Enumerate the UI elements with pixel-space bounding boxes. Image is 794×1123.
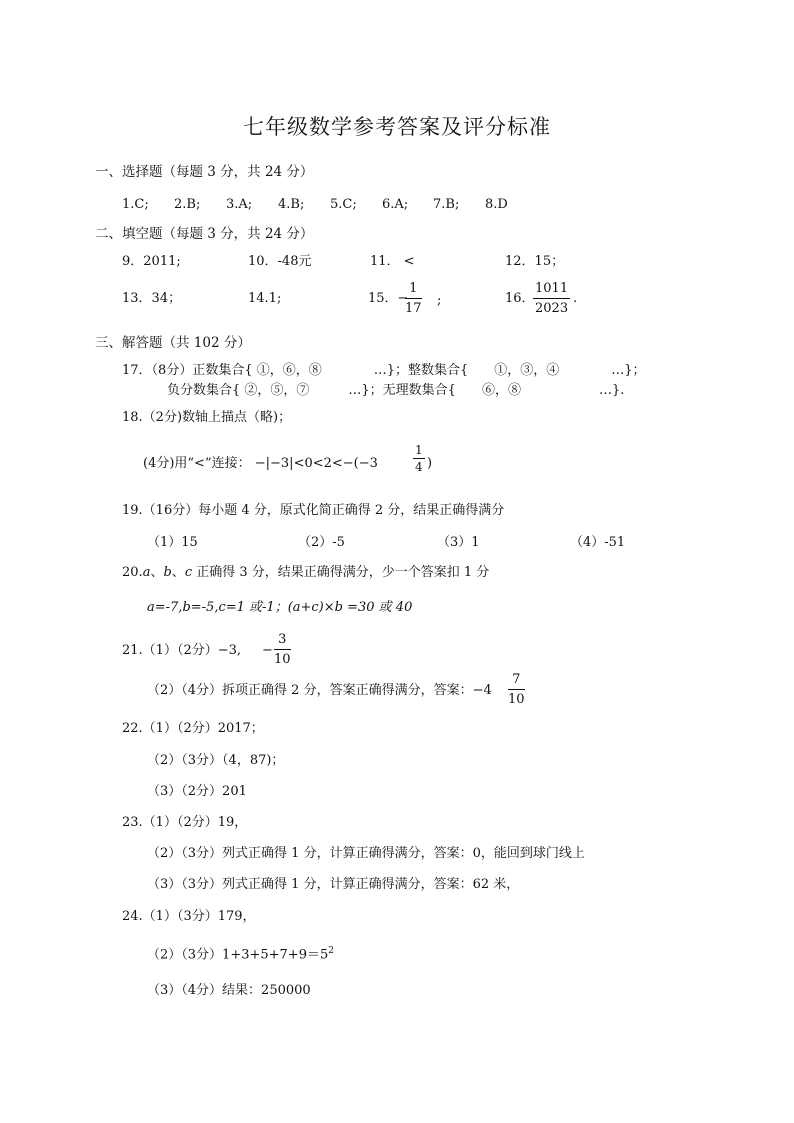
fraction-denominator: 2023 <box>535 301 569 316</box>
q21-line-1: 21.（1）（2分）−3, <box>122 643 242 658</box>
q18-expression: −|−3|<0<2<−(−3 <box>254 456 378 471</box>
q24-line-2 <box>147 947 334 961</box>
section-choice-heading: 一、选择题（每题 3 分，共 24 分） <box>95 164 314 180</box>
fraction-1-17 <box>405 282 422 315</box>
q24-exponent: 2 <box>328 946 334 956</box>
q20-prefix: 20. <box>122 565 143 580</box>
fraction-numerator: 7 <box>508 673 525 690</box>
fraction-1011-2023 <box>533 282 570 315</box>
choice-answer: 4.B; <box>278 197 305 212</box>
fraction-7-10 <box>508 673 525 706</box>
q24-line-3: （3）（4分）结果：250000 <box>147 983 311 998</box>
fill-answer-10: 10．-48元 <box>248 254 312 269</box>
q18-line-1: 18.（2分)数轴上描点（略)； <box>122 410 292 425</box>
q20-line-1 <box>122 566 489 579</box>
q18-prefix: (4分)用“<”连接： <box>143 456 251 471</box>
q21-frac-sign: − <box>262 643 273 658</box>
q23-line: （3）（3分）列式正确得 1 分，计算正确得满分，答案：62 米， <box>147 877 520 892</box>
q24-line-1: 24.（1）（3分）179， <box>122 909 256 924</box>
q17-line-2: 负分数集合{ ②，⑤，⑦ …}；无理数集合{ ⑥，⑧ …}. <box>167 383 625 398</box>
fill-answer-15-prefix: 15．− <box>368 291 409 306</box>
q19-answer: （4）-51 <box>570 535 626 550</box>
fraction-3-10 <box>274 633 291 666</box>
q21-line-2: （2）（4分）拆项正确得 2 分，答案正确得满分，答案：−4 <box>147 683 492 698</box>
fraction-numerator: 1 <box>405 282 422 299</box>
choice-answer: 5.C; <box>330 197 357 212</box>
q20-var-b: b <box>163 565 172 580</box>
q20-var-a: a <box>142 565 151 580</box>
fill-answer-16-suffix: . <box>573 291 578 306</box>
q22-line: 22.（1）（2分）2017； <box>122 721 264 736</box>
fraction-denominator: 17 <box>405 301 422 316</box>
fill-answer-15-suffix: ; <box>437 293 442 308</box>
fraction-numerator: 3 <box>274 633 291 650</box>
choice-answer: 1.C; <box>122 197 149 212</box>
choice-answer: 2.B; <box>174 197 201 212</box>
q20-sep: 、 <box>171 565 185 580</box>
choice-answer: 7.B; <box>433 197 460 212</box>
q20-sep: 、 <box>150 565 164 580</box>
q18-line-2 <box>143 457 378 470</box>
fill-answer-14: 14.1; <box>248 291 282 306</box>
q19-answer: （2）-5 <box>298 535 345 550</box>
q22-line: （3）（2分）201 <box>147 784 247 799</box>
q20-rest: 正确得 3 分，结果正确得满分，少一个答案扣 1 分 <box>192 565 490 580</box>
fill-answer-13: 13．34； <box>122 291 182 306</box>
q18-close-paren: ) <box>427 456 433 471</box>
choice-answer: 8.D <box>485 197 508 212</box>
fraction-denominator: 10 <box>508 692 525 707</box>
section-fill-heading: 二、填空题（每题 3 分，共 24 分） <box>95 226 314 242</box>
fraction-1-4 <box>413 444 425 473</box>
fraction-numerator: 1011 <box>533 282 570 299</box>
choice-answer: 6.A; <box>382 197 409 212</box>
choice-answer: 3.A; <box>226 197 253 212</box>
fraction-denominator: 10 <box>274 652 291 667</box>
q24-equation: （2）（3分）1+3+5+7+9＝5 <box>147 947 329 963</box>
section-solve-heading: 三、解答题（共 102 分） <box>95 335 251 351</box>
q23-line: 23.（1）（2分）19， <box>122 815 248 830</box>
fraction-numerator: 1 <box>415 443 423 457</box>
fill-answer-16-prefix: 16． <box>505 291 535 306</box>
q22-line: （2）（3分）（4，87)； <box>147 753 285 768</box>
fill-answer-11: 11． < <box>370 254 415 269</box>
q23-line: （2）（3分）列式正确得 1 分，计算正确得满分，答案：0，能回到球门线上 <box>147 846 585 861</box>
q19-answer: （3）1 <box>437 535 480 550</box>
page-title: 七年级数学参考答案及评分标准 <box>243 115 551 139</box>
q19-answer: （1）15 <box>147 535 198 550</box>
q17-line-1: 17．（8分）正数集合{ ①，⑥，⑧ …}；整数集合{ ①，③，④ …}； <box>122 363 646 378</box>
fill-answer-12: 12．15； <box>505 254 565 269</box>
q20-var-c: c <box>184 565 193 580</box>
q20-line-2: a=-7,b=-5,c=1 或-1；(a+c)×b =30 或 40 <box>147 600 413 615</box>
fraction-denominator: 4 <box>415 460 423 474</box>
q19-line-1: 19.（16分）每小题 4 分，原式化简正确得 2 分，结果正确得满分 <box>122 503 505 518</box>
fill-answer-9: 9．2011; <box>122 254 181 269</box>
